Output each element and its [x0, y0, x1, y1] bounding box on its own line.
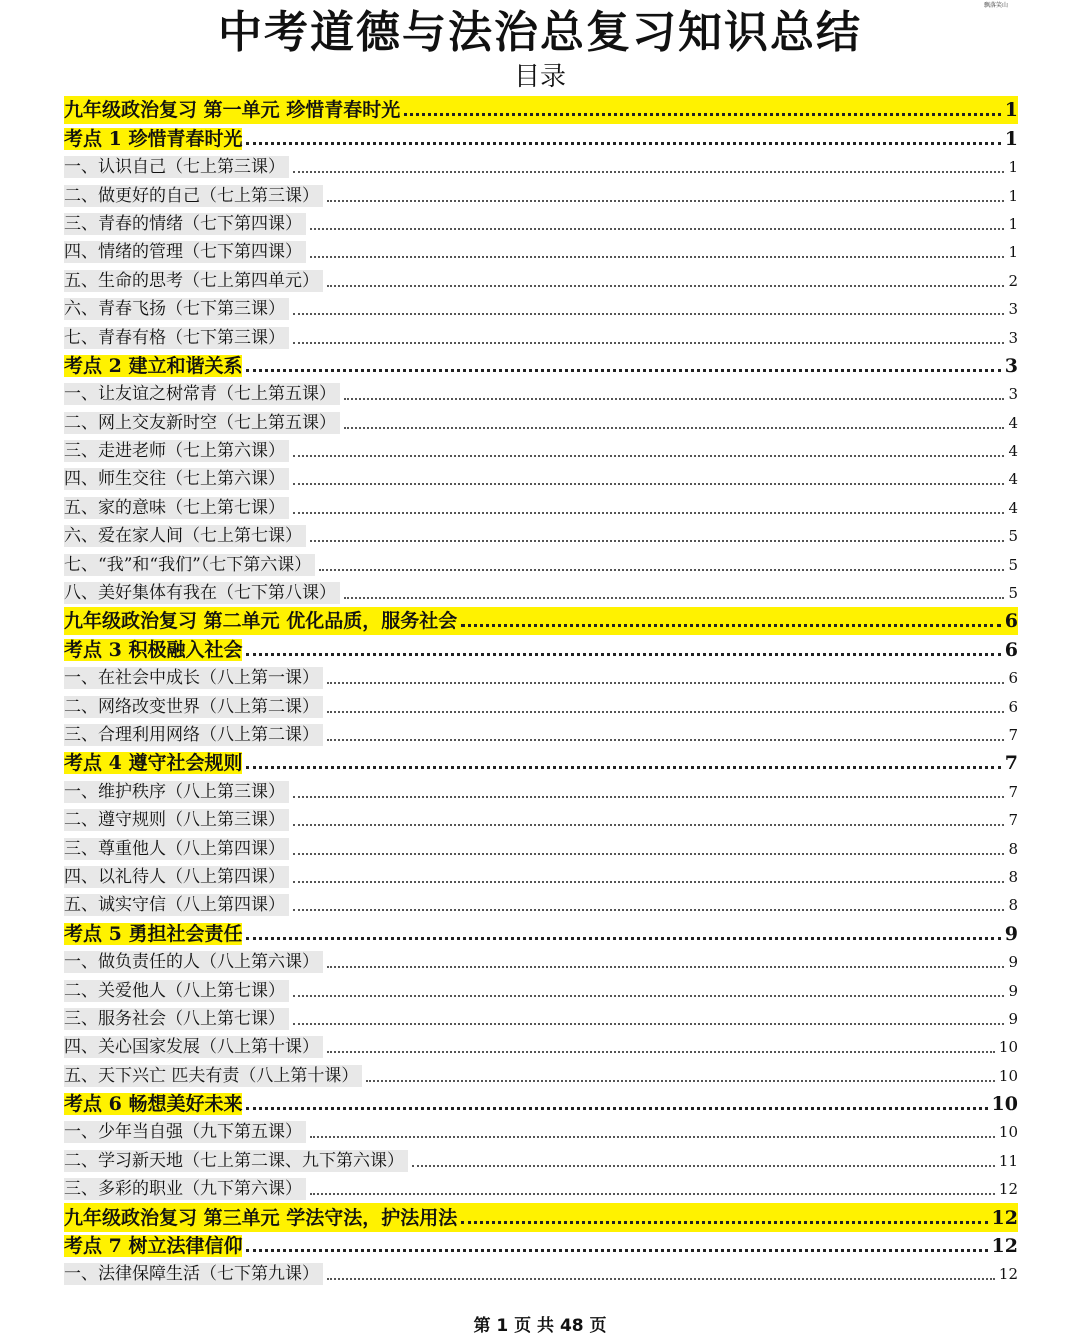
- toc-entry-page-number: 1: [1004, 127, 1018, 150]
- dot-leader: [293, 512, 1004, 514]
- dot-leader: [327, 1278, 995, 1280]
- toc-entry-page-number: 10: [998, 1123, 1018, 1142]
- toc-entry-unit[interactable]: [64, 607, 1018, 635]
- toc-entry-item[interactable]: [64, 1175, 1018, 1203]
- toc-entry-page-number: 6: [1008, 697, 1018, 716]
- dot-leader: [246, 937, 1000, 940]
- dot-leader: [293, 824, 1004, 826]
- table-of-contents: [64, 96, 1018, 1288]
- toc-entry-item[interactable]: [64, 238, 1018, 266]
- toc-entry-page-number: 3: [1008, 385, 1018, 404]
- dot-leader: [246, 653, 1000, 656]
- toc-entry-item[interactable]: [64, 891, 1018, 919]
- toc-entry-label: 一、做负责任的人（八上第六课）: [64, 951, 323, 973]
- toc-entry-label: 三、走进老师（七上第六课）: [64, 440, 289, 462]
- toc-entry-label: 三、服务社会（八上第七课）: [64, 1008, 289, 1030]
- dot-leader: [246, 766, 1000, 769]
- toc-entry-unit[interactable]: [64, 1203, 1018, 1231]
- dot-leader: [246, 142, 1000, 145]
- dot-leader: [246, 1107, 987, 1110]
- toc-entry-page-number: 10: [998, 1038, 1018, 1057]
- toc-entry-item[interactable]: [64, 437, 1018, 465]
- toc-entry-item[interactable]: [64, 493, 1018, 521]
- toc-entry-label: 二、关爱他人（八上第七课）: [64, 980, 289, 1002]
- toc-entry-label: 五、天下兴亡 匹夫有责（八上第十课）: [64, 1065, 362, 1087]
- dot-leader: [319, 569, 1004, 571]
- toc-entry-kaodian[interactable]: [64, 635, 1018, 663]
- toc-entry-label: 考点 1 珍惜青春时光: [64, 127, 243, 150]
- toc-entry-page-number: 1: [1008, 243, 1018, 262]
- dot-leader: [461, 624, 1001, 627]
- toc-entry-label: 二、做更好的自己（七上第三课）: [64, 185, 323, 207]
- toc-entry-page-number: 12: [991, 1206, 1018, 1229]
- toc-entry-item[interactable]: [64, 323, 1018, 351]
- toc-entry-page-number: 8: [1008, 896, 1018, 915]
- toc-entry-page-number: 10: [998, 1066, 1018, 1085]
- toc-entry-page-number: 3: [1008, 328, 1018, 347]
- toc-entry-item[interactable]: [64, 550, 1018, 578]
- toc-entry-label: 五、诚实守信（八上第四课）: [64, 894, 289, 916]
- dot-leader: [310, 1193, 995, 1195]
- toc-entry-item[interactable]: [64, 1146, 1018, 1174]
- toc-entry-page-number: 11: [998, 1151, 1018, 1170]
- toc-entry-label: 七、“我”和“我们”（七下第六课）: [64, 554, 315, 576]
- toc-entry-kaodian[interactable]: [64, 1090, 1018, 1118]
- toc-entry-page-number: 12: [998, 1265, 1018, 1284]
- dot-leader: [327, 682, 1004, 684]
- toc-entry-label: 一、法律保障生活（七下第九课）: [64, 1263, 323, 1285]
- toc-entry-page-number: 6: [1004, 610, 1018, 633]
- toc-entry-page-number: 1: [1008, 214, 1018, 233]
- toc-entry-page-number: 12: [991, 1235, 1018, 1258]
- document-title: 中考道德与法治总复习知识总结: [218, 7, 862, 58]
- page-indicator: 第 1 页 共 48 页: [473, 1316, 607, 1336]
- toc-entry-page-number: 9: [1008, 953, 1018, 972]
- toc-entry-kaodian[interactable]: [64, 352, 1018, 380]
- toc-entry-label: 八、美好集体有我在（七下第八课）: [64, 582, 340, 604]
- dot-leader: [246, 1249, 987, 1252]
- dot-leader: [246, 369, 1000, 372]
- toc-entry-label: 考点 4 遵守社会规则: [64, 752, 243, 775]
- toc-entry-page-number: 7: [1008, 725, 1018, 744]
- dot-leader: [310, 1136, 995, 1138]
- dot-leader: [293, 1023, 1004, 1025]
- toc-entry-label: 九年级政治复习 第二单元 优化品质，服务社会: [64, 610, 458, 633]
- toc-entry-item[interactable]: [64, 522, 1018, 550]
- dot-leader: [293, 881, 1004, 883]
- dot-leader: [404, 113, 1001, 116]
- dot-leader: [310, 228, 1004, 230]
- toc-entry-page-number: 4: [1008, 413, 1018, 432]
- toc-entry-item[interactable]: [64, 1260, 1018, 1288]
- toc-entry-item[interactable]: [64, 465, 1018, 493]
- toc-entry-item[interactable]: [64, 976, 1018, 1004]
- toc-entry-label: 六、青春飞扬（七下第三课）: [64, 298, 289, 320]
- toc-entry-item[interactable]: [64, 777, 1018, 805]
- toc-entry-item[interactable]: [64, 834, 1018, 862]
- toc-entry-label: 考点 2 建立和谐关系: [64, 354, 243, 377]
- toc-entry-page-number: 5: [1008, 584, 1018, 603]
- toc-entry-page-number: 9: [1004, 922, 1018, 945]
- dot-leader: [461, 1221, 987, 1224]
- toc-entry-label: 二、遵守规则（八上第三课）: [64, 809, 289, 831]
- dot-leader: [293, 313, 1004, 315]
- toc-entry-item[interactable]: [64, 1061, 1018, 1089]
- toc-entry-page-number: 7: [1004, 752, 1018, 775]
- toc-heading: 目录: [513, 62, 566, 92]
- toc-entry-page-number: 9: [1008, 1009, 1018, 1028]
- dot-leader: [327, 1051, 995, 1053]
- toc-entry-label: 六、爱在家人间（七上第七课）: [64, 525, 306, 547]
- toc-entry-label: 一、让友谊之树常青（七上第五课）: [64, 383, 340, 405]
- toc-entry-item[interactable]: [64, 1033, 1018, 1061]
- corner-watermark: 飘落笑山: [983, 2, 1008, 9]
- dot-leader: [366, 1080, 995, 1082]
- toc-entry-item[interactable]: [64, 863, 1018, 891]
- toc-entry-label: 七、青春有格（七下第三课）: [64, 327, 289, 349]
- toc-entry-page-number: 7: [1008, 811, 1018, 830]
- dot-leader: [327, 200, 1004, 202]
- toc-entry-label: 考点 5 勇担社会责任: [64, 922, 243, 945]
- toc-entry-label: 二、学习新天地（七上第二课、九下第六课）: [64, 1150, 408, 1172]
- dot-leader: [293, 853, 1004, 855]
- toc-entry-item[interactable]: [64, 1118, 1018, 1146]
- toc-entry-label: 一、维护秩序（八上第三课）: [64, 781, 289, 803]
- toc-entry-label: 四、关心国家发展（八上第十课）: [64, 1036, 323, 1058]
- toc-entry-label: 二、网络改变世界（八上第二课）: [64, 696, 323, 718]
- toc-entry-item[interactable]: [64, 692, 1018, 720]
- toc-entry-item[interactable]: [64, 210, 1018, 238]
- toc-entry-page-number: 5: [1008, 527, 1018, 546]
- toc-entry-page-number: 8: [1008, 839, 1018, 858]
- toc-entry-label: 考点 6 畅想美好未来: [64, 1093, 243, 1116]
- dot-leader: [310, 540, 1004, 542]
- toc-entry-label: 一、在社会中成长（八上第一课）: [64, 667, 323, 689]
- toc-entry-label: 四、以礼待人（八上第四课）: [64, 866, 289, 888]
- toc-entry-label: 三、尊重他人（八上第四课）: [64, 838, 289, 860]
- toc-entry-item[interactable]: [64, 153, 1018, 181]
- toc-entry-item[interactable]: [64, 266, 1018, 294]
- toc-entry-label: 一、少年当自强（九下第五课）: [64, 1121, 306, 1143]
- dot-leader: [293, 483, 1004, 485]
- toc-entry-page-number: 8: [1008, 867, 1018, 886]
- toc-entry-item[interactable]: [64, 664, 1018, 692]
- toc-entry-kaodian[interactable]: [64, 919, 1018, 947]
- toc-entry-page-number: 7: [1008, 782, 1018, 801]
- toc-entry-page-number: 3: [1008, 300, 1018, 319]
- dot-leader: [344, 427, 1004, 429]
- toc-entry-page-number: 3: [1004, 354, 1018, 377]
- dot-leader: [293, 455, 1004, 457]
- dot-leader: [293, 995, 1004, 997]
- dot-leader: [327, 739, 1004, 741]
- toc-entry-page-number: 5: [1008, 555, 1018, 574]
- toc-entry-page-number: 4: [1008, 498, 1018, 517]
- toc-entry-item[interactable]: [64, 579, 1018, 607]
- dot-leader: [327, 711, 1004, 713]
- dot-leader: [293, 342, 1004, 344]
- toc-entry-item[interactable]: [64, 181, 1018, 209]
- toc-entry-page-number: 2: [1008, 271, 1018, 290]
- toc-entry-label: 一、认识自己（七上第三课）: [64, 156, 289, 178]
- toc-entry-item[interactable]: [64, 408, 1018, 436]
- toc-entry-page-number: 6: [1004, 638, 1018, 661]
- toc-entry-label: 考点 3 积极融入社会: [64, 638, 243, 661]
- toc-entry-kaodian[interactable]: [64, 1232, 1018, 1260]
- toc-entry-page-number: 6: [1008, 669, 1018, 688]
- toc-entry-item[interactable]: [64, 1005, 1018, 1033]
- dot-leader: [293, 909, 1004, 911]
- toc-entry-label: 考点 7 树立法律信仰: [64, 1235, 243, 1258]
- toc-entry-page-number: 4: [1008, 442, 1018, 461]
- toc-entry-label: 五、生命的思考（七上第四单元）: [64, 270, 323, 292]
- toc-entry-label: 四、情绪的管理（七下第四课）: [64, 241, 306, 263]
- toc-entry-label: 二、网上交友新时空（七上第五课）: [64, 412, 340, 434]
- toc-entry-label: 五、家的意味（七上第七课）: [64, 497, 289, 519]
- toc-entry-kaodian[interactable]: [64, 124, 1018, 152]
- toc-entry-kaodian[interactable]: [64, 749, 1018, 777]
- toc-entry-label: 三、多彩的职业（九下第六课）: [64, 1178, 306, 1200]
- toc-entry-label: 九年级政治复习 第三单元 学法守法，护法用法: [64, 1206, 458, 1229]
- dot-leader: [412, 1165, 995, 1167]
- toc-entry-page-number: 1: [1008, 158, 1018, 177]
- dot-leader: [293, 796, 1004, 798]
- toc-entry-page-number: 1: [1008, 186, 1018, 205]
- toc-entry-label: 九年级政治复习 第一单元 珍惜青春时光: [64, 99, 401, 122]
- dot-leader: [293, 171, 1004, 173]
- dot-leader: [344, 597, 1004, 599]
- toc-entry-item[interactable]: [64, 806, 1018, 834]
- toc-entry-page-number: 10: [991, 1093, 1018, 1116]
- toc-entry-item[interactable]: [64, 721, 1018, 749]
- dot-leader: [344, 398, 1004, 400]
- toc-entry-item[interactable]: [64, 295, 1018, 323]
- toc-entry-page-number: 4: [1008, 470, 1018, 489]
- toc-entry-page-number: 12: [998, 1180, 1018, 1199]
- toc-entry-label: 四、师生交往（七上第六课）: [64, 468, 289, 490]
- toc-entry-item[interactable]: [64, 380, 1018, 408]
- dot-leader: [327, 285, 1004, 287]
- dot-leader: [310, 256, 1004, 258]
- toc-entry-item[interactable]: [64, 948, 1018, 976]
- toc-entry-label: 三、青春的情绪（七下第四课）: [64, 213, 306, 235]
- toc-entry-unit[interactable]: [64, 96, 1018, 124]
- toc-entry-page-number: 1: [1004, 99, 1018, 122]
- toc-entry-label: 三、合理利用网络（八上第二课）: [64, 724, 323, 746]
- toc-entry-page-number: 9: [1008, 981, 1018, 1000]
- dot-leader: [327, 966, 1004, 968]
